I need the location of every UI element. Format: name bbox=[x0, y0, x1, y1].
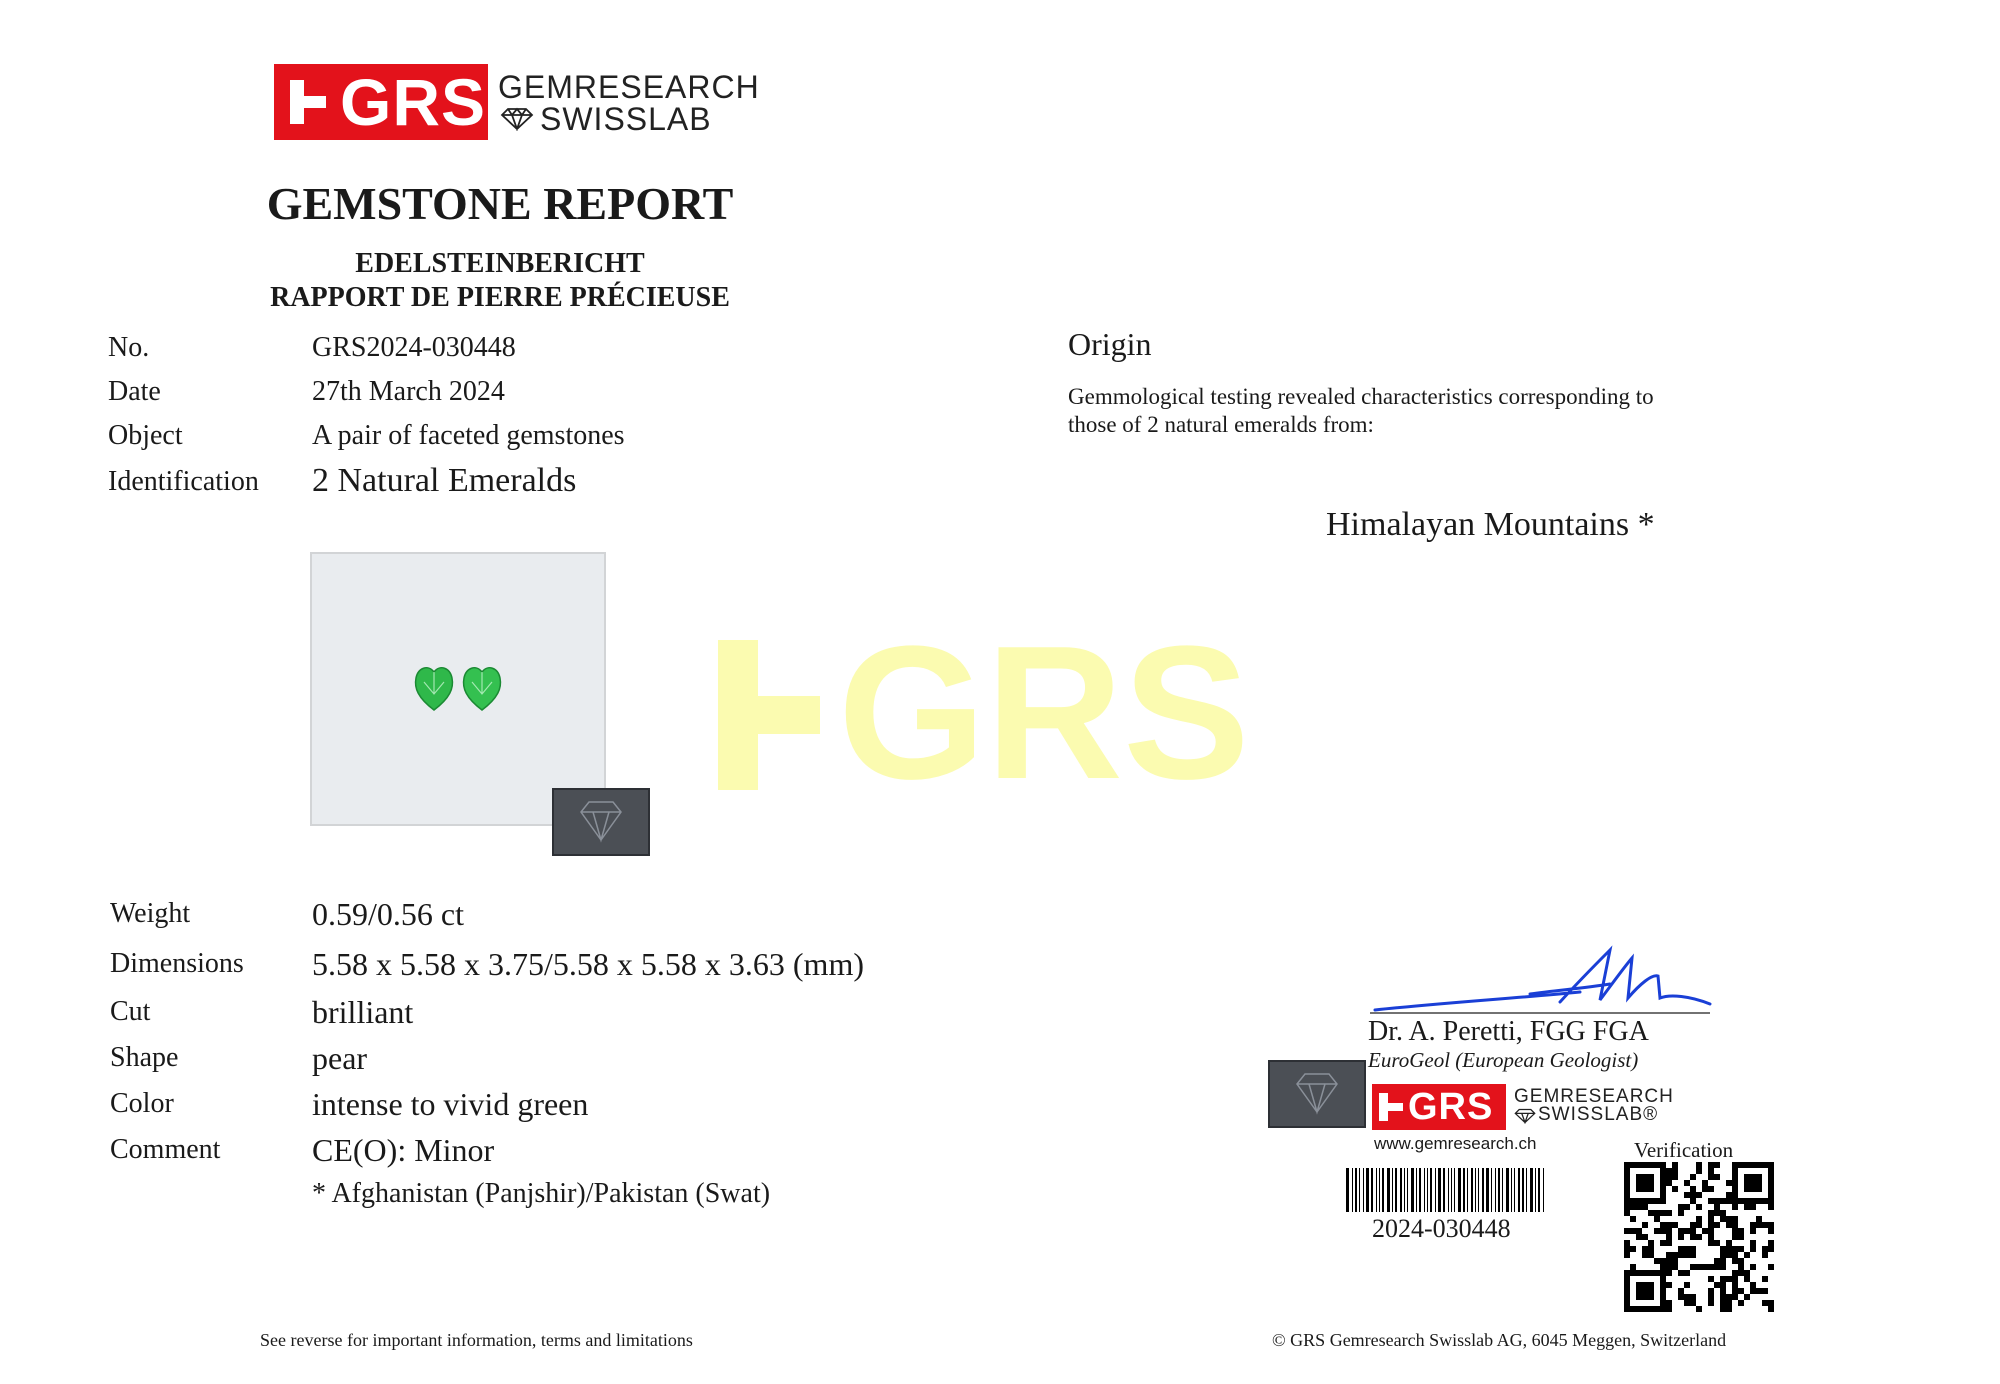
watermark-cross-icon bbox=[718, 640, 758, 790]
barcode-bar bbox=[1543, 1168, 1544, 1212]
grs-logo-small bbox=[1372, 1084, 1506, 1130]
barcode-bar bbox=[1395, 1168, 1397, 1212]
barcode-bar bbox=[1411, 1168, 1414, 1212]
barcode-bar bbox=[1382, 1168, 1384, 1212]
origin-heading: Origin bbox=[1068, 326, 1152, 362]
barcode bbox=[1346, 1168, 1566, 1212]
logo-small-swisslab: SWISSLAB® bbox=[1538, 1104, 1659, 1125]
barcode-bar bbox=[1486, 1168, 1489, 1212]
hologram-diamond-icon bbox=[554, 790, 648, 854]
barcode-bar bbox=[1502, 1168, 1503, 1212]
color-label: Color bbox=[110, 1088, 174, 1119]
footnote: * Afghanistan (Panjshir)/Pakistan (Swat) bbox=[312, 1178, 771, 1209]
barcode-bar bbox=[1352, 1168, 1353, 1212]
no-value: GRS2024-030448 bbox=[312, 332, 516, 363]
barcode-bar bbox=[1458, 1168, 1461, 1212]
barcode-bar bbox=[1355, 1168, 1357, 1212]
barcode-bar bbox=[1522, 1168, 1524, 1212]
barcode-bar bbox=[1438, 1168, 1441, 1212]
dimensions-label: Dimensions bbox=[110, 948, 244, 979]
cut-label: Cut bbox=[110, 996, 151, 1027]
shape-value: pear bbox=[312, 1040, 368, 1076]
watermark-cross-bar bbox=[758, 696, 820, 734]
barcode-number: 2024-030448 bbox=[1372, 1214, 1511, 1243]
grs-logo bbox=[274, 64, 488, 140]
signatory-title: EuroGeol (European Geologist) bbox=[1368, 1048, 1639, 1072]
barcode-bar bbox=[1346, 1168, 1349, 1212]
barcode-bar bbox=[1454, 1168, 1455, 1212]
signature bbox=[1370, 940, 1716, 1020]
barcode-bar bbox=[1430, 1168, 1432, 1212]
logo-grs-text: GRS bbox=[340, 65, 487, 139]
barcode-bar bbox=[1424, 1168, 1425, 1212]
barcode-bar bbox=[1416, 1168, 1417, 1212]
page-title: GEMSTONE REPORT bbox=[266, 178, 734, 229]
barcode-bar bbox=[1379, 1168, 1380, 1212]
barcode-bar bbox=[1518, 1168, 1520, 1212]
object-label: Object bbox=[108, 420, 183, 451]
date-value: 27th March 2024 bbox=[312, 376, 505, 407]
subtitle-german: EDELSTEINBERICHT bbox=[355, 248, 645, 279]
logo-small-grs-text: GRS bbox=[1408, 1086, 1494, 1128]
website: www.gemresearch.ch bbox=[1374, 1134, 1537, 1153]
verification-label: Verification bbox=[1634, 1138, 1734, 1162]
dimensions-value: 5.58 x 5.58 x 3.75/5.58 x 5.58 x 3.63 (mm) bbox=[312, 946, 864, 982]
signature-hologram bbox=[1268, 1060, 1366, 1128]
barcode-bar bbox=[1471, 1168, 1473, 1212]
footer-left: See reverse for important information, terms and limitations bbox=[260, 1330, 693, 1350]
diamond-icon bbox=[500, 107, 534, 131]
barcode-bar bbox=[1451, 1168, 1452, 1212]
barcode-bar bbox=[1467, 1168, 1468, 1212]
barcode-bar bbox=[1514, 1168, 1515, 1212]
logo-gemresearch: GEMRESEARCH bbox=[498, 69, 760, 105]
barcode-bar bbox=[1400, 1168, 1402, 1212]
comment-label: Comment bbox=[110, 1134, 221, 1165]
barcode-bar bbox=[1475, 1168, 1476, 1212]
diamond-small-icon bbox=[1514, 1108, 1536, 1124]
no-label: No. bbox=[108, 332, 150, 363]
barcode-bar bbox=[1371, 1168, 1373, 1212]
barcode-bar bbox=[1392, 1168, 1393, 1212]
object-value: A pair of faceted gemstones bbox=[312, 420, 625, 451]
barcode-bar bbox=[1376, 1168, 1377, 1212]
barcode-bar bbox=[1387, 1168, 1390, 1212]
swiss-cross-icon-svg bbox=[288, 78, 336, 126]
swiss-cross-small-icon bbox=[1378, 1092, 1408, 1122]
barcode-bar bbox=[1538, 1168, 1540, 1212]
barcode-bar bbox=[1419, 1168, 1421, 1212]
barcode-bar bbox=[1506, 1168, 1509, 1212]
shape-label: Shape bbox=[110, 1042, 179, 1073]
color-value: intense to vivid green bbox=[312, 1086, 589, 1122]
barcode-bar bbox=[1366, 1168, 1369, 1212]
comment-value: CE(O): Minor bbox=[312, 1132, 495, 1168]
barcode-bar bbox=[1526, 1168, 1527, 1212]
emerald-pair-icon bbox=[410, 664, 506, 714]
barcode-bar bbox=[1359, 1168, 1360, 1212]
barcode-bar bbox=[1443, 1168, 1445, 1212]
barcode-bar bbox=[1495, 1168, 1496, 1212]
barcode-bar bbox=[1448, 1168, 1449, 1212]
date-label: Date bbox=[108, 376, 161, 407]
subtitle-french: RAPPORT DE PIERRE PRÉCIEUSE bbox=[270, 282, 730, 313]
verification-qr-code[interactable] bbox=[1624, 1162, 1774, 1312]
barcode-bar bbox=[1404, 1168, 1405, 1212]
origin-text-line2: those of 2 natural emeralds from: bbox=[1068, 412, 1374, 437]
barcode-bar bbox=[1498, 1168, 1500, 1212]
footer-right: © GRS Gemresearch Swisslab AG, 6045 Meggen, Switzerland bbox=[1272, 1330, 1727, 1350]
barcode-bar bbox=[1535, 1168, 1536, 1212]
logo-small-gemresearch: GEMRESEARCH bbox=[1514, 1086, 1674, 1107]
watermark-text: GRS bbox=[838, 607, 1250, 819]
qr-module bbox=[1768, 1306, 1774, 1312]
barcode-bar bbox=[1463, 1168, 1465, 1212]
weight-label: Weight bbox=[110, 898, 191, 929]
origin-result: Himalayan Mountains * bbox=[1326, 506, 1655, 543]
barcode-bar bbox=[1482, 1168, 1484, 1212]
watermark bbox=[718, 607, 1258, 819]
origin-text-line1: Gemmological testing revealed characteristics corresponding to bbox=[1068, 384, 1654, 409]
barcode-bar bbox=[1530, 1168, 1533, 1212]
barcode-bar bbox=[1511, 1168, 1512, 1212]
identification-label: Identification bbox=[108, 466, 259, 497]
hologram-diamond-icon bbox=[1270, 1062, 1364, 1126]
weight-value: 0.59/0.56 ct bbox=[312, 896, 464, 932]
barcode-bar bbox=[1407, 1168, 1408, 1212]
security-hologram bbox=[552, 788, 650, 856]
logo-swisslab: SWISSLAB bbox=[540, 101, 712, 137]
identification-value: 2 Natural Emeralds bbox=[312, 462, 577, 499]
barcode-bar bbox=[1491, 1168, 1492, 1212]
barcode-bar bbox=[1435, 1168, 1436, 1212]
barcode-bar bbox=[1478, 1168, 1479, 1212]
signatory-name: Dr. A. Peretti, FGG FGA bbox=[1368, 1016, 1649, 1047]
gemstone-photo bbox=[310, 552, 606, 826]
barcode-bar bbox=[1363, 1168, 1364, 1212]
cut-value: brilliant bbox=[312, 994, 414, 1030]
barcode-bar bbox=[1427, 1168, 1428, 1212]
